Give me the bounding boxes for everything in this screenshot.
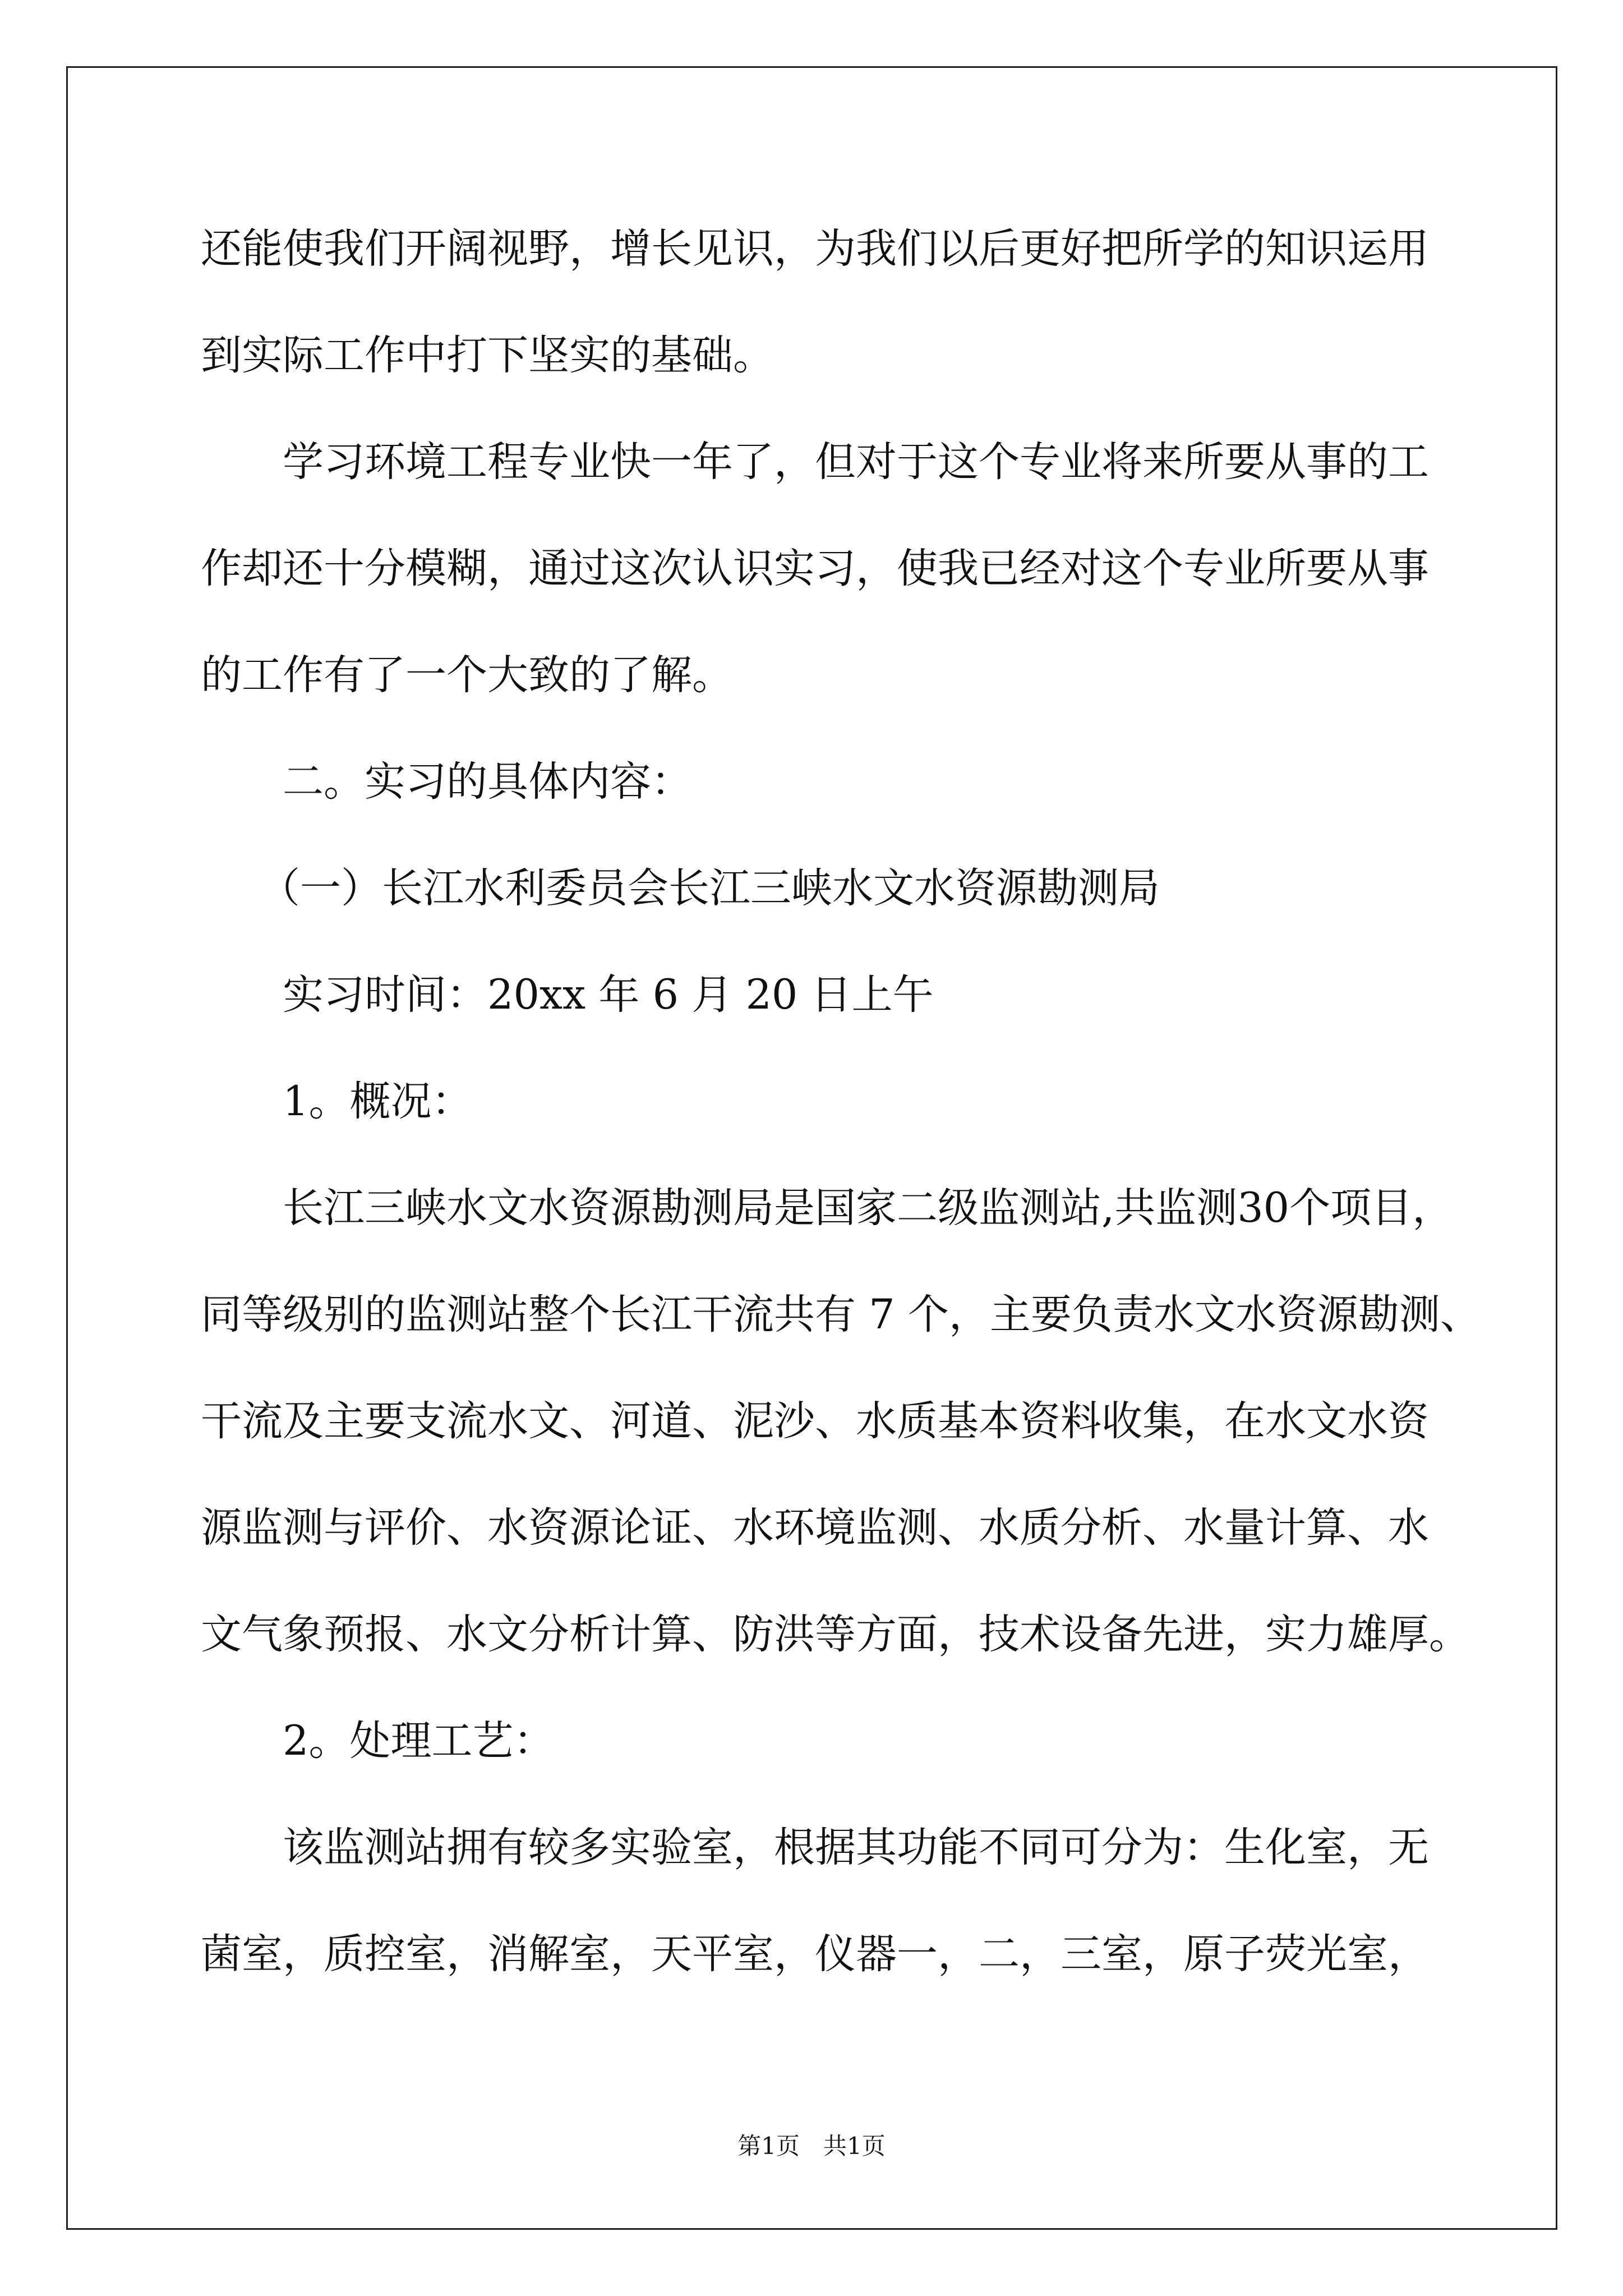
- text-line: 实习时间：20xx 年 6 月 20 日上午: [283, 971, 934, 1019]
- text-line: 菌室，质控室，消解室，天平室，仪器一，二，三室，原子荧光室，: [201, 1930, 1429, 1978]
- text-line: 文气象预报、水文分析计算、防洪等方面，技术设备先进，实力雄厚。: [201, 1611, 1470, 1658]
- page-number-label: 第1页 共1页: [737, 2132, 886, 2160]
- text-line: 该监测站拥有较多实验室，根据其功能不同可分为：生化室，无: [283, 1824, 1429, 1871]
- document-body: [201, 196, 1491, 2008]
- paragraph: [201, 1155, 1491, 1688]
- text-line: 还能使我们开阔视野，增长见识，为我们以后更好把所学的知识运用: [201, 225, 1429, 273]
- item-heading: [201, 1688, 1491, 1795]
- text-line: 到实际工作中打下坚实的基础。: [201, 332, 774, 379]
- item-heading: [201, 1048, 1491, 1155]
- text-line: 1。概况：: [283, 1078, 473, 1125]
- text-line: 二。实习的具体内容：: [283, 758, 692, 806]
- section-heading: [201, 729, 1491, 835]
- paragraph: [201, 409, 1491, 729]
- text-line: 作却还十分模糊，通过这次认识实习，使我已经对这个专业所要从事: [201, 545, 1429, 592]
- text-line: 干流及主要支流水文、河道、泥沙、水质基本资料收集，在水文水资: [201, 1397, 1429, 1445]
- text-line: 学习环境工程专业快一年了，但对于这个专业将来所要从事的工: [283, 438, 1429, 486]
- subsection-heading: [201, 835, 1491, 942]
- text-line: 源监测与评价、水资源论证、水环境监测、水质分析、水量计算、水: [201, 1504, 1429, 1552]
- paragraph: [201, 1795, 1491, 2008]
- text-line: 2。处理工艺：: [283, 1717, 555, 1765]
- text-line: （一）长江水利委员会长江三峡水文水资源勘测局: [259, 864, 1160, 912]
- page-footer: [0, 2132, 1623, 2161]
- paragraph: [201, 196, 1491, 409]
- text-line: 同等级别的监测站整个长江干流共有 7 个，主要负责水文水资源勘测、: [201, 1291, 1481, 1338]
- text-line: 的工作有了一个大致的了解。: [201, 651, 733, 699]
- text-line: 长江三峡水文水资源勘测局是国家二级监测站,共监测30个项目，: [283, 1184, 1454, 1232]
- paragraph: [201, 942, 1491, 1048]
